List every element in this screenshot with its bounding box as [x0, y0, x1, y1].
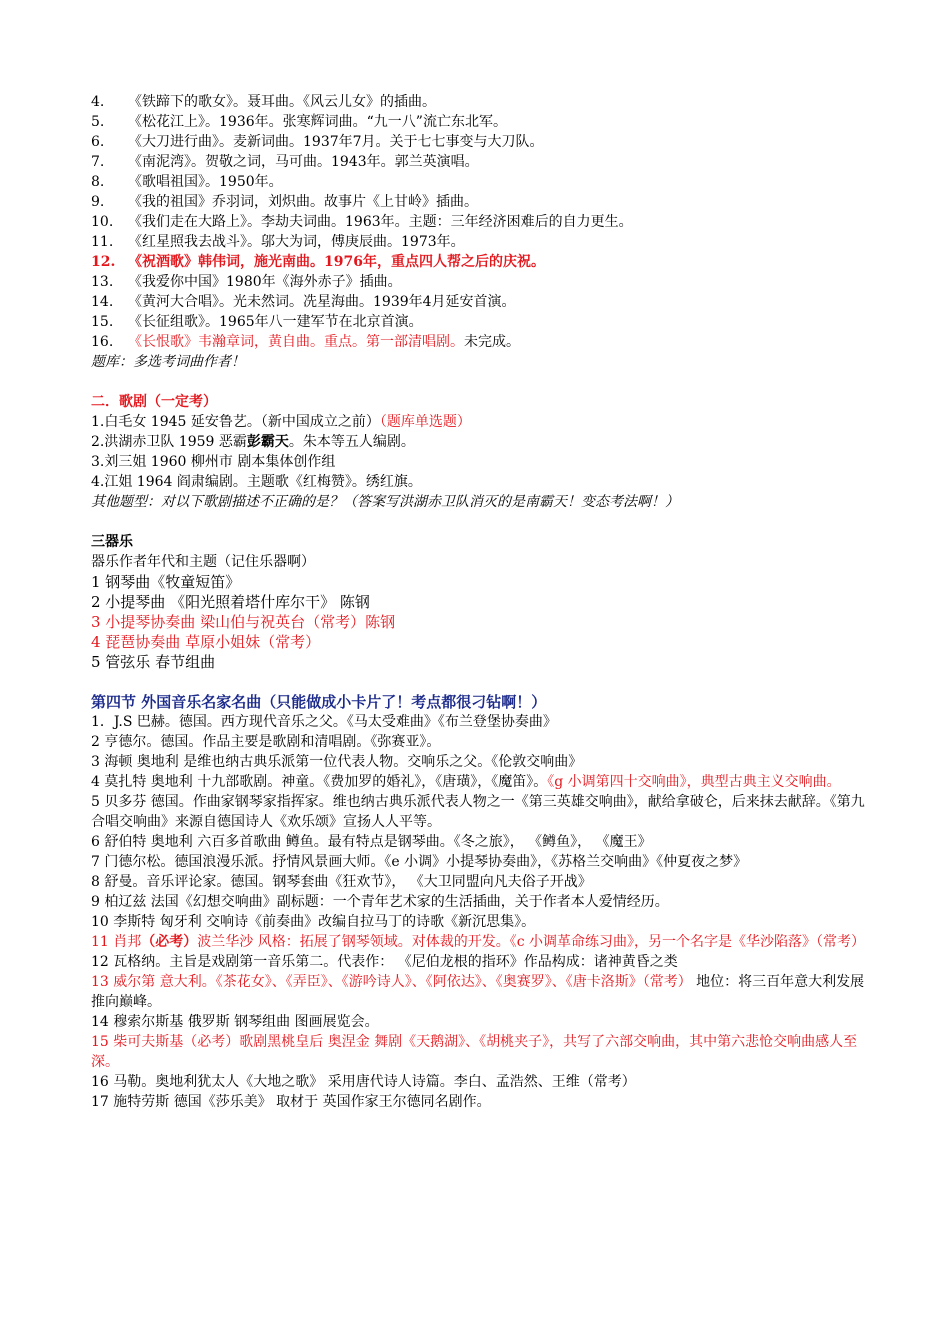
composer-item	[91, 732, 871, 752]
composer-text: 地位：将三百年意大利发展推向巅峰。	[91, 974, 865, 1010]
song-number: 13.	[91, 274, 114, 290]
composer-text: 13 威尔第 意大利。《茶花女》、《弄臣》、《游吟诗人》、《阿依达》、《奥赛罗》、《唐卡洛斯》（常考）	[91, 974, 692, 990]
composer-text: 波兰华沙 风格：拓展了钢琴领域。对体裁的开发。《c 小调革命练习曲》，另一个名字是《华沙陷落》（常考）	[197, 934, 866, 950]
song-item	[91, 112, 871, 132]
composer-text: 《g 小调第四十交响曲》，典型古典主义交响曲。	[547, 774, 841, 790]
instrumental-subheading: 器乐作者年代和主题（记住乐器啊）	[91, 554, 315, 570]
composer-text: 9 柏辽兹 法国《幻想交响曲》副标题：一个青年艺术家的生活插曲，关于作者本人爱情经历。	[91, 894, 669, 910]
composer-item	[91, 1012, 871, 1032]
instrumental-item: 1 钢琴曲《牧童短笛》	[91, 573, 241, 591]
composer-item	[91, 832, 871, 852]
composer-text: 8 舒曼。音乐评论家。德国。钢琴套曲《狂欢节》， 《大卫同盟向凡夫俗子开战》	[91, 874, 592, 890]
song-number: 15.	[91, 314, 114, 330]
song-text: 《红星照我去战斗》。邬大为词，傅庚辰曲。1973年。	[128, 234, 465, 250]
song-text: 《祝酒歌》韩伟词，施光南曲。1976年，重点四人帮之后的庆祝。	[128, 254, 545, 270]
document-page	[91, 92, 871, 1112]
song-item	[91, 212, 871, 232]
song-item	[91, 272, 871, 292]
song-number: 16.	[91, 334, 114, 350]
instrumental-item: 3 小提琴协奏曲 梁山伯与祝英台（常考）陈钢	[91, 613, 396, 631]
song-text: 《南泥湾》。贺敬之词，马可曲。1943年。郭兰英演唱。	[128, 154, 479, 170]
composer-text: 16 马勒。奥地利犹太人《大地之歌》 采用唐代诗人诗篇。李白、孟浩然、王维（常考）	[91, 1074, 636, 1090]
instrumental-list	[91, 572, 871, 672]
composer-text: 11 肖邦	[91, 934, 142, 950]
song-text: 《长征组歌》。1965年八一建军节在北京首演。	[128, 314, 423, 330]
song-list	[91, 92, 871, 352]
opera-section	[91, 392, 871, 512]
foreign-composer-list	[91, 712, 871, 1112]
composer-item	[91, 952, 871, 972]
song-number: 11.	[91, 234, 114, 250]
composer-text: 6 舒伯特 奥地利 六百多首歌曲 鳟鱼。最有特点是钢琴曲。《冬之旅》， 《鳟鱼》， 《魔王》	[91, 834, 652, 850]
composer-item	[91, 932, 871, 952]
composer-text: 15 柴可夫斯基（必考）歌剧黑桃皇后 奥涅金 舞剧《天鹅湖》、《胡桃夹子》，共写了六部交响曲，其中第六悲怆交响曲感人至深。	[91, 1034, 858, 1070]
song-text: 《歌唱祖国》。1950年。	[128, 174, 283, 190]
song-number: 14.	[91, 294, 114, 310]
song-number: 4.	[91, 94, 105, 110]
instrumental-item: 4 琵琶协奏曲 草原小姐妹（常考）	[91, 633, 321, 651]
composer-text: 4 莫扎特 奥地利 十九部歌剧。神童。《费加罗的婚礼》，《唐璜》，《魔笛》。	[91, 774, 548, 790]
composer-item	[91, 1032, 871, 1072]
song-text: 《我们走在大路上》。李劫夫词曲。1963年。主题：三年经济困难后的自力更生。	[128, 214, 633, 230]
composer-item	[91, 792, 871, 832]
composer-text: 5 贝多芬 德国。作曲家钢琴家指挥家。维也纳古典乐派代表人物之一《第三英雄交响曲》，献给拿破仑，后来抹去献辞。《第九合唱交响曲》来源自德国诗人《欢乐颂》宣扬人人平等。	[91, 794, 865, 830]
song-text: 《我爱你中国》1980年《海外赤子》插曲。	[128, 274, 402, 290]
composer-text: 12 瓦格纳。主旨是戏剧第一音乐第二。代表作： 《尼伯龙根的指环》作品构成：诸神黄昏之类	[91, 954, 678, 970]
composer-text: 17 施特劳斯 德国《莎乐美》 取材于 英国作家王尔德同名剧作。	[91, 1094, 491, 1110]
instrumental-item: 2 小提琴曲 《阳光照着塔什库尔干》 陈钢	[91, 593, 370, 611]
song-number: 5.	[91, 114, 105, 130]
song-text: 《黄河大合唱》。光未然词。冼星海曲。1939年4月延安首演。	[128, 294, 516, 310]
song-number: 6.	[91, 134, 105, 150]
composer-text: 14 穆索尔斯基 俄罗斯 钢琴组曲 图画展览会。	[91, 1014, 379, 1030]
song-item	[91, 92, 871, 112]
composer-item	[91, 1092, 871, 1112]
composer-item	[91, 912, 871, 932]
opera-note: 其他题型：对以下歌剧描述不正确的是？（答案写洪湖赤卫队消灭的是南霸天！变态考法啊！）	[91, 494, 679, 510]
composer-item	[91, 712, 871, 732]
instrumental-heading: 三器乐	[91, 534, 133, 550]
composer-text: （必考）	[141, 934, 198, 950]
composer-item	[91, 872, 871, 892]
song-item	[91, 152, 871, 172]
composer-text: 1．J.S 巴赫。德国。西方现代音乐之父。《马太受难曲》《布兰登堡协奏曲》	[91, 714, 557, 730]
composer-item	[91, 752, 871, 772]
composer-text: 7 门德尔松。德国浪漫乐派。抒情风景画大师。《e 小调》小提琴协奏曲》，《苏格兰交响曲》《仲夏夜之梦》	[91, 854, 748, 870]
song-number: 7.	[91, 154, 105, 170]
song-item	[91, 192, 871, 212]
song-item	[91, 292, 871, 312]
song-text: 《铁蹄下的歌女》。聂耳曲。《风云儿女》的插曲。	[128, 94, 436, 110]
composer-text: 2 亨德尔。德国。作品主要是歌剧和清唱剧。《弥赛亚》。	[91, 734, 441, 750]
song-text: 《松花江上》。1936年。张寒辉词曲。“九一八”流亡东北军。	[128, 114, 507, 130]
instrumental-item: 5 管弦乐 春节组曲	[91, 653, 216, 671]
song-list-note: 题库：多选考词曲作者！	[91, 354, 245, 370]
song-number: 12.	[91, 254, 116, 270]
composer-text: 3 海顿 奥地利 是维也纳古典乐派第一位代表人物。交响乐之父。《伦敦交响曲》	[91, 754, 583, 770]
composer-text: 10 李斯特 匈牙利 交响诗《前奏曲》改编自拉马丁的诗歌《新沉思集》。	[91, 914, 536, 930]
song-item	[91, 232, 871, 252]
composer-item	[91, 772, 871, 792]
song-text: 未完成。	[464, 334, 520, 350]
composer-item	[91, 972, 871, 1012]
opera-item-1: 1.白毛女 1945 延安鲁艺。（新中国成立之前）（题库单选题）	[91, 414, 471, 430]
song-item	[91, 312, 871, 332]
composer-item	[91, 852, 871, 872]
song-item	[91, 332, 871, 352]
foreign-music-section	[91, 692, 871, 1112]
foreign-heading: 第四节 外国音乐名家名曲（只能做成小卡片了！考点都很刁钻啊！）	[91, 693, 547, 711]
song-item	[91, 172, 871, 192]
song-item	[91, 132, 871, 152]
song-text: 《大刀进行曲》。麦新词曲。1937年7月。关于七七事变与大刀队。	[128, 134, 544, 150]
composer-item	[91, 1072, 871, 1092]
instrumental-section	[91, 532, 871, 672]
opera-item-2: 2.洪湖赤卫队 1959 恶霸彭霸天。朱本等五人编剧。	[91, 434, 415, 450]
song-number: 8.	[91, 174, 105, 190]
composer-item	[91, 892, 871, 912]
song-number: 9.	[91, 194, 105, 210]
opera-heading: 二．歌剧（一定考）	[91, 394, 217, 410]
opera-item-3: 3.刘三姐 1960 柳州市 剧本集体创作组	[91, 454, 336, 470]
song-text-highlight: 《长恨歌》韦瀚章词，黄自曲。重点。第一部清唱剧。	[128, 334, 464, 350]
song-number: 10.	[91, 214, 114, 230]
opera-item-4: 4.江姐 1964 阎肃编剧。主题歌《红梅赞》。绣红旗。	[91, 474, 422, 490]
song-item	[91, 252, 871, 272]
song-text: 《我的祖国》乔羽词，刘炽曲。故事片《上甘岭》插曲。	[128, 194, 478, 210]
